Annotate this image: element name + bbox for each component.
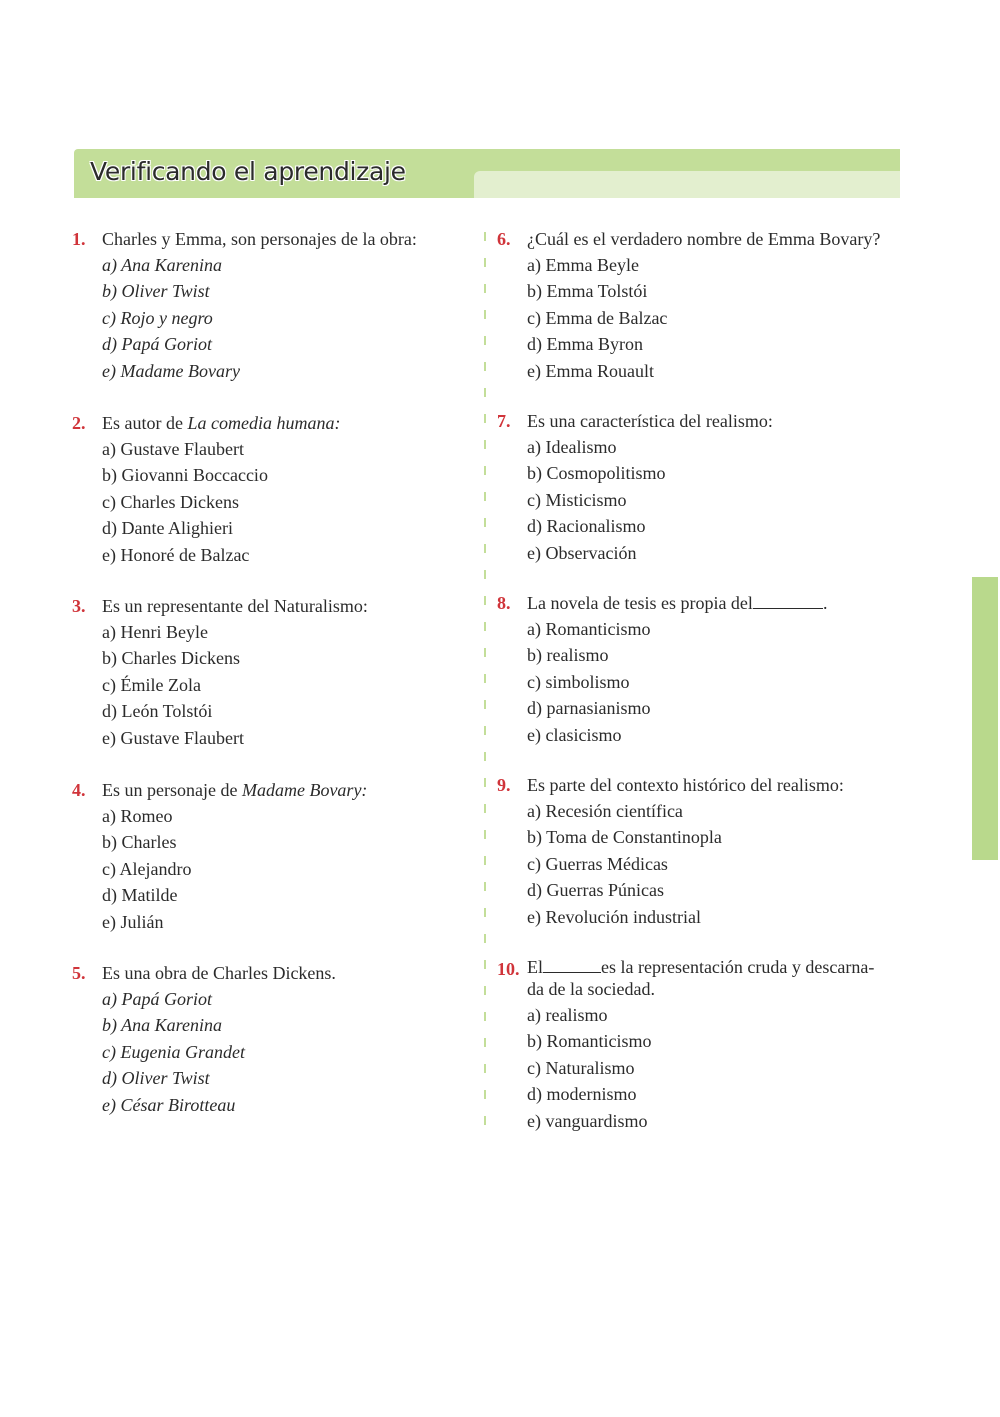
title-banner-accent bbox=[474, 171, 900, 198]
option-c[interactable]: c) Eugenia Grandet bbox=[102, 1041, 245, 1062]
option-a[interactable]: a) Recesión científica bbox=[527, 801, 683, 821]
option-d[interactable]: d) modernismo bbox=[527, 1084, 637, 1105]
option-e[interactable]: e) César Birotteau bbox=[102, 1094, 236, 1115]
option-list bbox=[72, 986, 336, 1118]
option-a[interactable]: a) Idealismo bbox=[527, 437, 617, 457]
option-e[interactable]: e) Julián bbox=[102, 911, 164, 932]
option-a[interactable]: a) realismo bbox=[527, 1005, 608, 1025]
option-d[interactable]: d) Papá Goriot bbox=[102, 334, 212, 355]
question-3 bbox=[72, 593, 368, 751]
page-title: Verificando el aprendizaje bbox=[90, 157, 406, 186]
option-c[interactable]: c) Naturalismo bbox=[527, 1057, 635, 1078]
option-b[interactable]: b) Charles bbox=[102, 832, 177, 853]
question-number: 5. bbox=[72, 963, 86, 983]
option-c[interactable]: c) Alejandro bbox=[102, 858, 192, 879]
option-a[interactable]: a) Gustave Flaubert bbox=[102, 439, 244, 459]
option-e[interactable]: e) Gustave Flaubert bbox=[102, 727, 244, 748]
question-9 bbox=[497, 772, 844, 930]
option-d[interactable]: d) Oliver Twist bbox=[102, 1068, 210, 1089]
question-1 bbox=[72, 226, 417, 384]
option-list bbox=[497, 798, 844, 930]
option-a[interactable]: a) Romeo bbox=[102, 806, 173, 826]
question-2 bbox=[72, 410, 340, 568]
option-a[interactable]: a) Ana Karenina bbox=[102, 255, 222, 275]
question-number: 2. bbox=[72, 413, 86, 433]
option-c[interactable]: c) Charles Dickens bbox=[102, 491, 239, 512]
question-stem: Es una obra de Charles Dickens. bbox=[102, 963, 336, 983]
question-stem: Es un representante del Naturalismo: bbox=[102, 596, 368, 616]
option-c[interactable]: c) simbolismo bbox=[527, 671, 630, 692]
question-stem: Es autor de La comedia humana: bbox=[102, 413, 341, 433]
option-c[interactable]: c) Emma de Balzac bbox=[527, 307, 668, 328]
question-7 bbox=[497, 408, 773, 566]
answer-blank[interactable] bbox=[543, 956, 601, 973]
question-number: 9. bbox=[497, 775, 511, 795]
option-d[interactable]: d) Racionalismo bbox=[527, 516, 646, 537]
side-tab bbox=[972, 577, 998, 860]
option-a[interactable]: a) Henri Beyle bbox=[102, 622, 208, 642]
option-e[interactable]: e) clasicismo bbox=[527, 724, 622, 745]
question-number: 4. bbox=[72, 780, 86, 800]
option-e[interactable]: e) Observación bbox=[527, 542, 637, 563]
question-stem: El es la representación cruda y descarna- da de la sociedad. bbox=[527, 957, 875, 999]
option-e[interactable]: e) vanguardismo bbox=[527, 1110, 648, 1131]
question-stem: ¿Cuál es el verdadero nombre de Emma Bovary? bbox=[527, 229, 881, 249]
option-b[interactable]: b) Ana Karenina bbox=[102, 1015, 222, 1036]
option-list bbox=[72, 252, 417, 384]
option-b[interactable]: b) realismo bbox=[527, 645, 609, 666]
option-c[interactable]: c) Rojo y negro bbox=[102, 307, 213, 328]
option-list bbox=[497, 252, 880, 384]
option-a[interactable]: a) Papá Goriot bbox=[102, 989, 212, 1009]
question-10 bbox=[497, 956, 907, 1134]
option-e[interactable]: e) Madame Bovary bbox=[102, 360, 240, 381]
option-d[interactable]: d) Guerras Púnicas bbox=[527, 880, 664, 901]
option-b[interactable]: b) Giovanni Boccaccio bbox=[102, 465, 268, 486]
option-list bbox=[497, 434, 773, 566]
option-b[interactable]: b) Emma Tolstói bbox=[527, 281, 648, 302]
question-stem: La novela de tesis es propia del . bbox=[527, 593, 828, 613]
question-6 bbox=[497, 226, 880, 384]
option-list bbox=[72, 619, 368, 751]
answer-blank[interactable] bbox=[753, 592, 823, 609]
question-number: 8. bbox=[497, 593, 511, 613]
option-b[interactable]: b) Toma de Constantinopla bbox=[527, 827, 722, 848]
question-number: 6. bbox=[497, 229, 511, 249]
question-number: 1. bbox=[72, 229, 86, 249]
question-stem: Es parte del contexto histórico del realismo: bbox=[527, 775, 844, 795]
option-list bbox=[72, 436, 340, 568]
question-5 bbox=[72, 960, 336, 1118]
option-b[interactable]: b) Romanticismo bbox=[527, 1031, 652, 1052]
option-b[interactable]: b) Oliver Twist bbox=[102, 281, 210, 302]
question-stem: Es un personaje de Madame Bovary: bbox=[102, 780, 368, 800]
option-d[interactable]: d) Dante Alighieri bbox=[102, 518, 233, 539]
option-b[interactable]: b) Charles Dickens bbox=[102, 648, 240, 669]
question-number: 7. bbox=[497, 411, 511, 431]
option-c[interactable]: c) Émile Zola bbox=[102, 674, 201, 695]
option-c[interactable]: c) Guerras Médicas bbox=[527, 853, 668, 874]
option-d[interactable]: d) León Tolstói bbox=[102, 701, 213, 722]
option-list bbox=[497, 1002, 907, 1134]
question-number: 10. bbox=[497, 959, 520, 979]
question-4 bbox=[72, 777, 367, 935]
option-a[interactable]: a) Romanticismo bbox=[527, 619, 651, 639]
option-c[interactable]: c) Misticismo bbox=[527, 489, 627, 510]
option-b[interactable]: b) Cosmopolitismo bbox=[527, 463, 666, 484]
option-a[interactable]: a) Emma Beyle bbox=[527, 255, 639, 275]
option-list bbox=[497, 616, 827, 748]
option-d[interactable]: d) Matilde bbox=[102, 885, 178, 906]
option-e[interactable]: e) Emma Rouault bbox=[527, 360, 654, 381]
option-d[interactable]: d) Emma Byron bbox=[527, 334, 643, 355]
option-e[interactable]: e) Honoré de Balzac bbox=[102, 544, 250, 565]
question-8 bbox=[497, 590, 827, 748]
option-d[interactable]: d) parnasianismo bbox=[527, 698, 651, 719]
option-e[interactable]: e) Revolución industrial bbox=[527, 906, 701, 927]
option-list bbox=[72, 803, 367, 935]
column-divider bbox=[484, 232, 486, 1132]
question-stem: Es una característica del realismo: bbox=[527, 411, 773, 431]
question-stem: Charles y Emma, son personajes de la obra: bbox=[102, 229, 417, 249]
question-number: 3. bbox=[72, 596, 86, 616]
